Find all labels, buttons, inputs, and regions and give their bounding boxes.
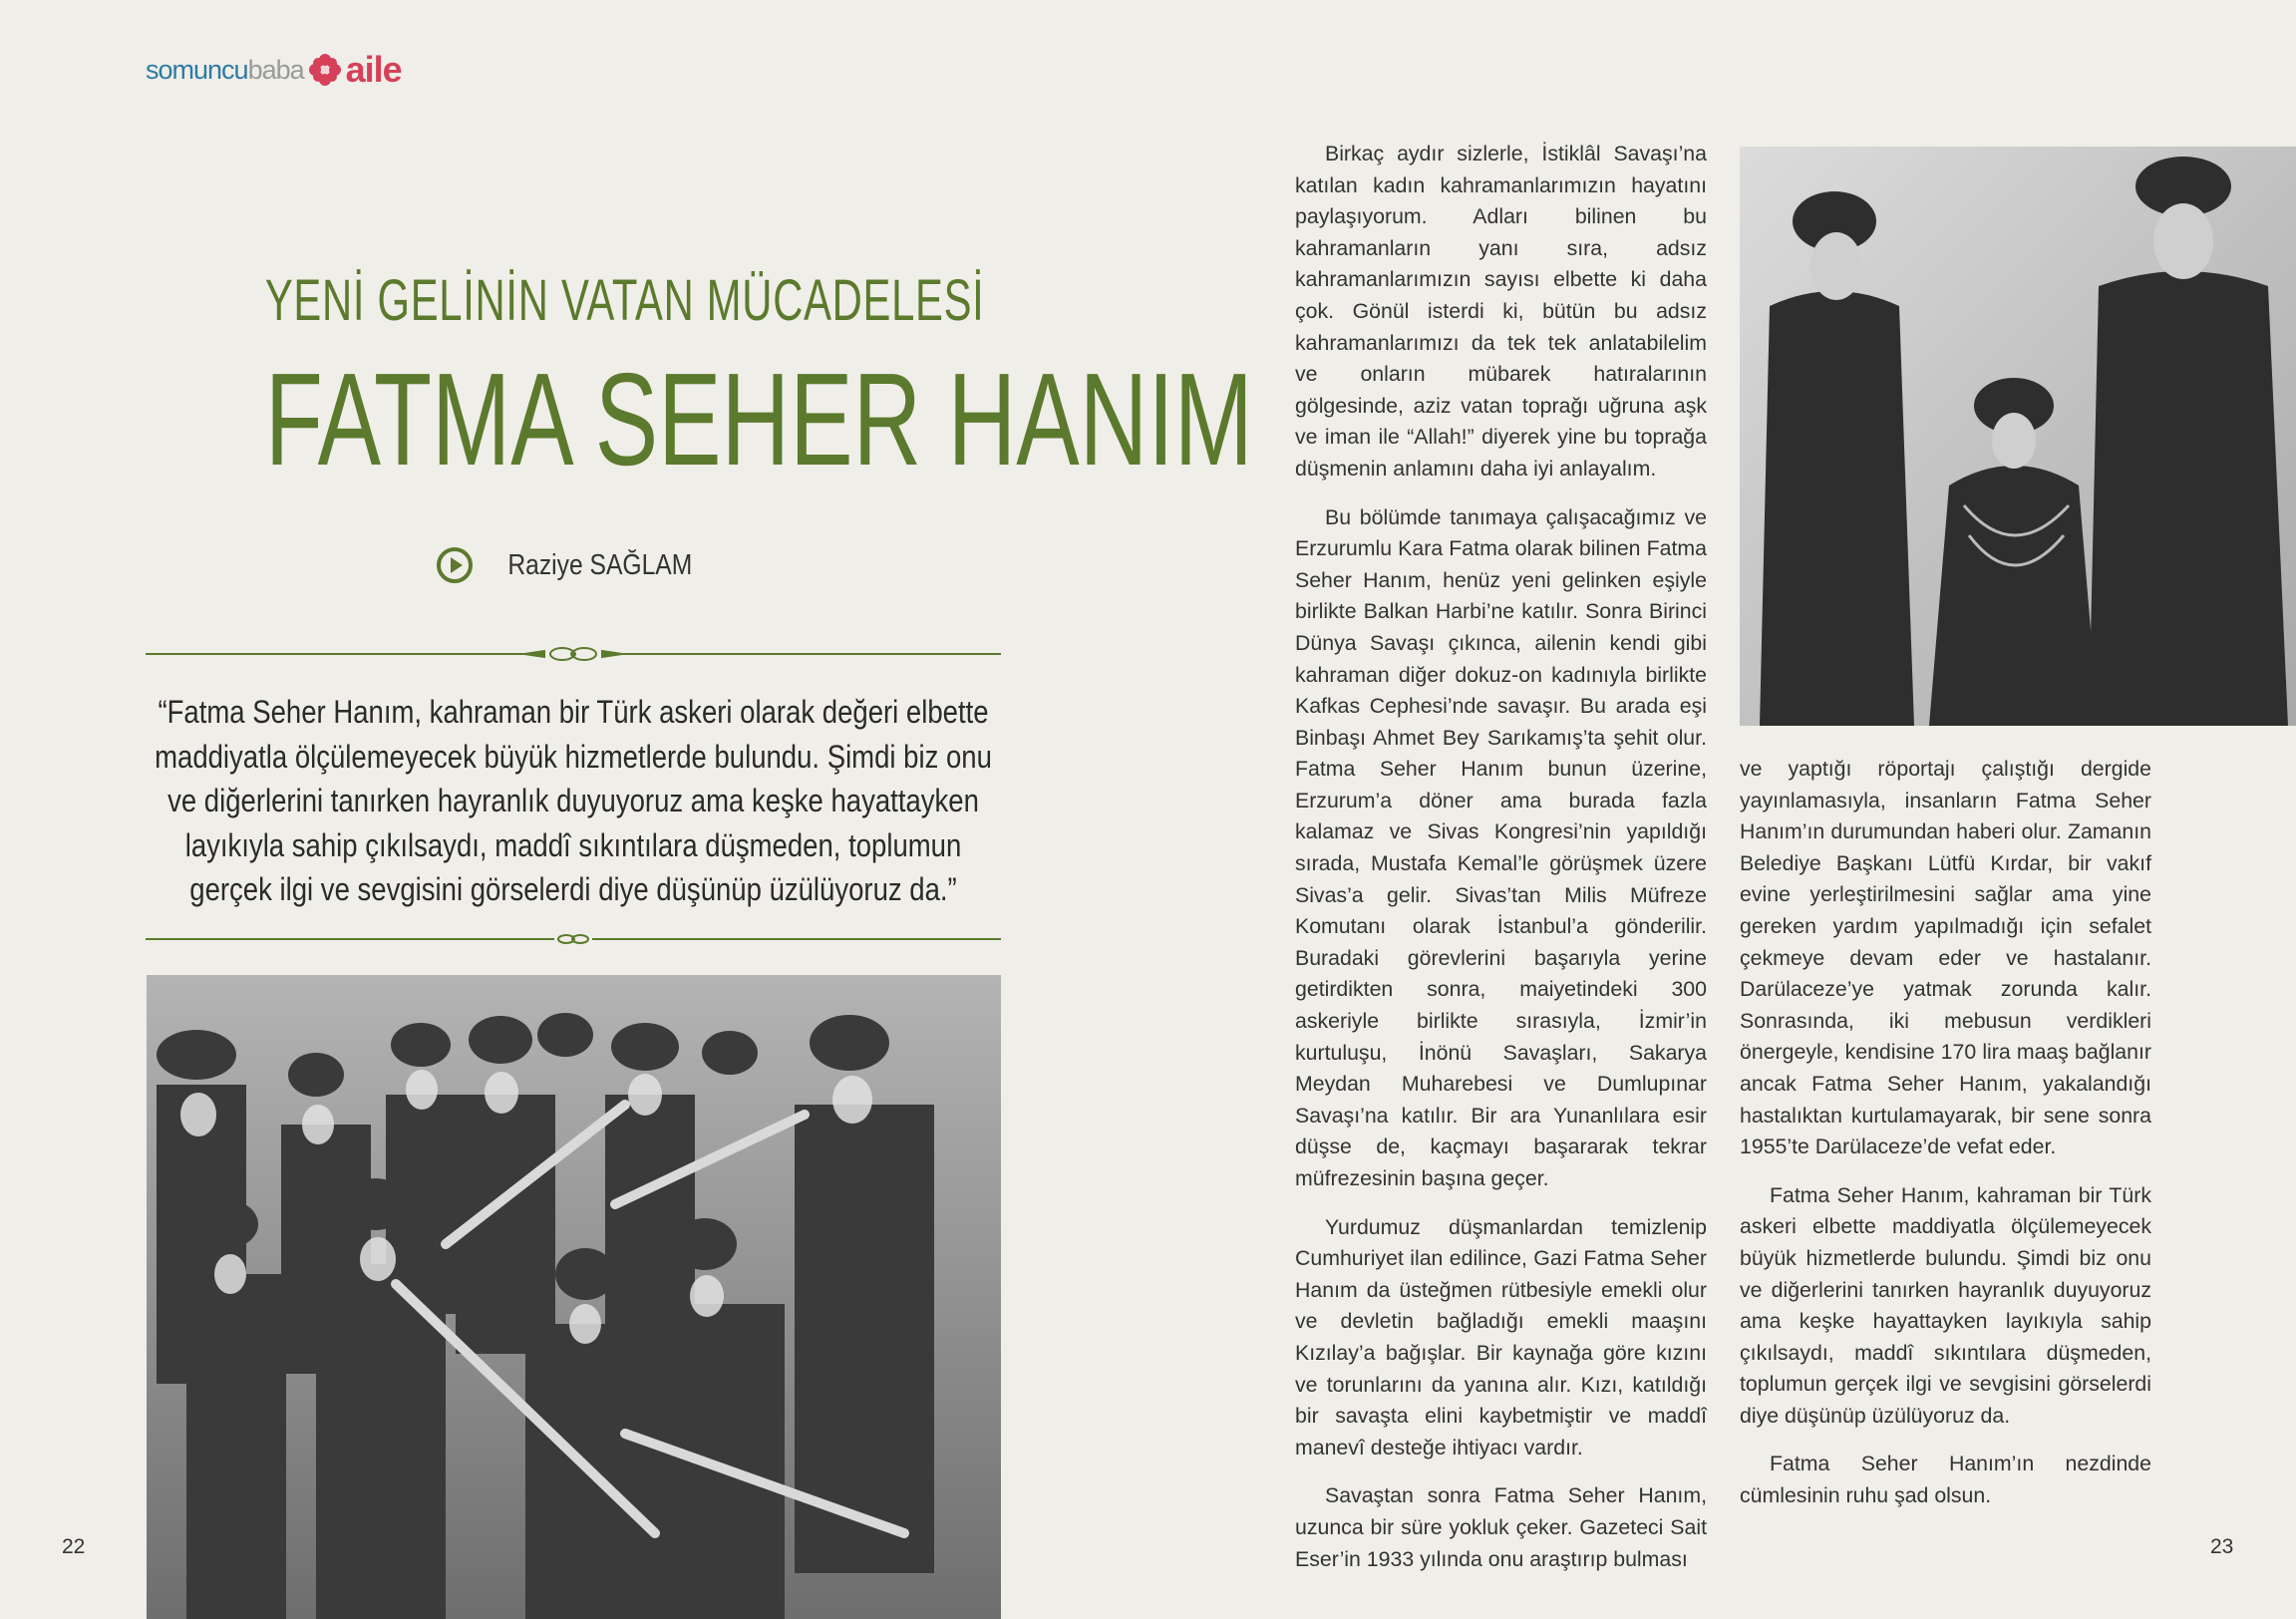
logo-text-baba: baba [247, 54, 304, 85]
pull-quote-text: “Fatma Seher Hanım, kahraman bir Türk askeri olarak değeri elbette maddiyatla ölçülemeyecek büyük hizmetlerde bulundu. Şimdi biz onu ve diğerlerini tanırken hayranlık duyuyoruz ama keşke hayattayken layıkıyla sahip çıkılsaydı, maddî sıkıntılara düşmeden, toplumun gerçek ilgi ve sevgisini görselerdi diye düşünüp üzülüyoruz da.” [155, 694, 992, 907]
body-column-2 [1740, 754, 2151, 1529]
pull-quote [146, 690, 1001, 912]
ornament-divider [146, 644, 1001, 664]
article-title: FATMA SEHER HANIM [264, 346, 1253, 492]
body-paragraph: Savaştan sonra Fatma Seher Hanım, uzunca bir süre yokluk çeker. Gazeteci Sait Eser’in 1933 yılında onu araştırıp bulması [1295, 1483, 1707, 1571]
play-circle-icon [436, 546, 474, 584]
portrait-photo [1740, 147, 2296, 726]
logo-text-somuncu: somuncu [146, 54, 248, 85]
article-kicker: YENİ GELİNİN VATAN MÜCADELESİ [264, 268, 985, 333]
author-byline [146, 546, 999, 584]
body-paragraph: Fatma Seher Hanım’ın nezdinde cümlesinin ruhu şad olsun. [1740, 1452, 2151, 1508]
body-paragraph: Fatma Seher Hanım, kahraman bir Türk askeri elbette maddiyatla ölçülemeyecek büyük hizmetlerde bulundu. Şimdi biz onu ve diğerlerini tanırken hayranlık duyuyoruz ama keşke hayattayken layıkıyla sahip çıkılsaydı, maddî sıkıntılara düşmeden, toplumun gerçek ilgi ve sevgisini görselerdi diye düşünüp üzülüyoruz da. [1740, 1182, 2151, 1428]
magazine-logo [146, 49, 402, 90]
author-name: Raziye SAĞLAM [507, 548, 693, 581]
flower-icon [308, 53, 342, 87]
body-paragraph: Birkaç aydır sizlerle, İstiklâl Savaşı’na katılan kadın kahramanlarımızın hayatını paylaşıyorum. Adları bilinen bu kahramanların yanı sıra, adsız kahramanlarımızın sayısı elbette ki daha çok. Gönül isterdi ki, bütün bu adsız kahramanlarımızı da tek tek anlatabilelim ve onların mübarek hatıralarının gölgesinde, aziz vatan toprağı uğruna aşk ve iman ile “Allah!” diyerek yine bu toprağa düşmenin anlamını daha iyi anlayalım. [1295, 142, 1707, 481]
page-number-right: 23 [2210, 1535, 2234, 1558]
body-column-1 [1295, 139, 1707, 1592]
ornament-divider [146, 929, 1001, 949]
body-paragraph: Yurdumuz düşmanlardan temizlenip Cumhuriyet ilan edilince, Gazi Fatma Seher Hanım da üsteğmen rütbesiyle emekli olur ve devletin bağladığı emekli maaşını Kızılay’a bağışlar. Bir kaynağa göre kızını ve torunlarını da yanına alır. Kızı, katıldığı bir savaşta elini kaybetmiştir ve maddî manevî desteğe ihtiyacı vardır. [1295, 1214, 1707, 1459]
body-paragraph: ve yaptığı röportajı çalıştığı dergide yayınlamasıyla, insanların Fatma Seher Hanım’ın durumundan haberi olur. Zamanın Belediye Başkanı Lütfü Kırdar, bir vakıf evine yerleştirilmesini sağlar ama yine gereken yardım yapılmadığı için sefalet çekmeye devam eder ve hastalanır. Darülaceze’ye yatmak zorunda kalır. Sonrasında, iki mebusun verdikleri önergeyle, kendisine 170 lira maaş bağlanır ancak Fatma Seher Hanım, yakalandığı hastalıktan kurtulamayarak, bir sene sonra 1955’te Darülaceze’de vefat eder. [1740, 757, 2151, 1159]
group-photo [147, 975, 1001, 1619]
page-number-left: 22 [62, 1535, 86, 1558]
logo-text-aile: aile [345, 49, 402, 90]
body-paragraph: Bu bölümde tanımaya çalışacağımız ve Erzurumlu Kara Fatma olarak bilinen Fatma Seher Hanım, henüz yeni gelinken eşiyle birlikte Balkan Harbi’ne katılır. Sonra Birinci Dünya Savaşı çıkınca, ailenin kendi gibi kahraman diğer dokuz-on kadınıyla birlikte Kafkas Cephesi’nde savaşır. Bu arada eşi Binbaşı Ahmet Bey Sarıkamış’ta şehit olur. Fatma Seher Hanım bunun üzerine, Erzurum’a döner ama burada fazla kalamaz ve Sivas Kongresi’nin yapıldığı sırada, Mustafa Kemal’le görüşmek üzere Sivas’a gelir. Sivas’tan Milis Müfreze Komutanı olarak İstanbul’a gönderilir. Buradaki görevlerini başarıyla yerine getirdikten sonra, maiyetindeki 300 askeriyle birlikte sırasıyla, İzmir’in kurtuluşu, İnönü Savaşları, Sakarya Meydan Muharebesi ve Dumlupınar Savaşı’na katılır. Bir ara Yunanlılara esir düşse de, kaçmayı başararak tekrar müfrezesinin başına geçer. [1295, 504, 1707, 1190]
